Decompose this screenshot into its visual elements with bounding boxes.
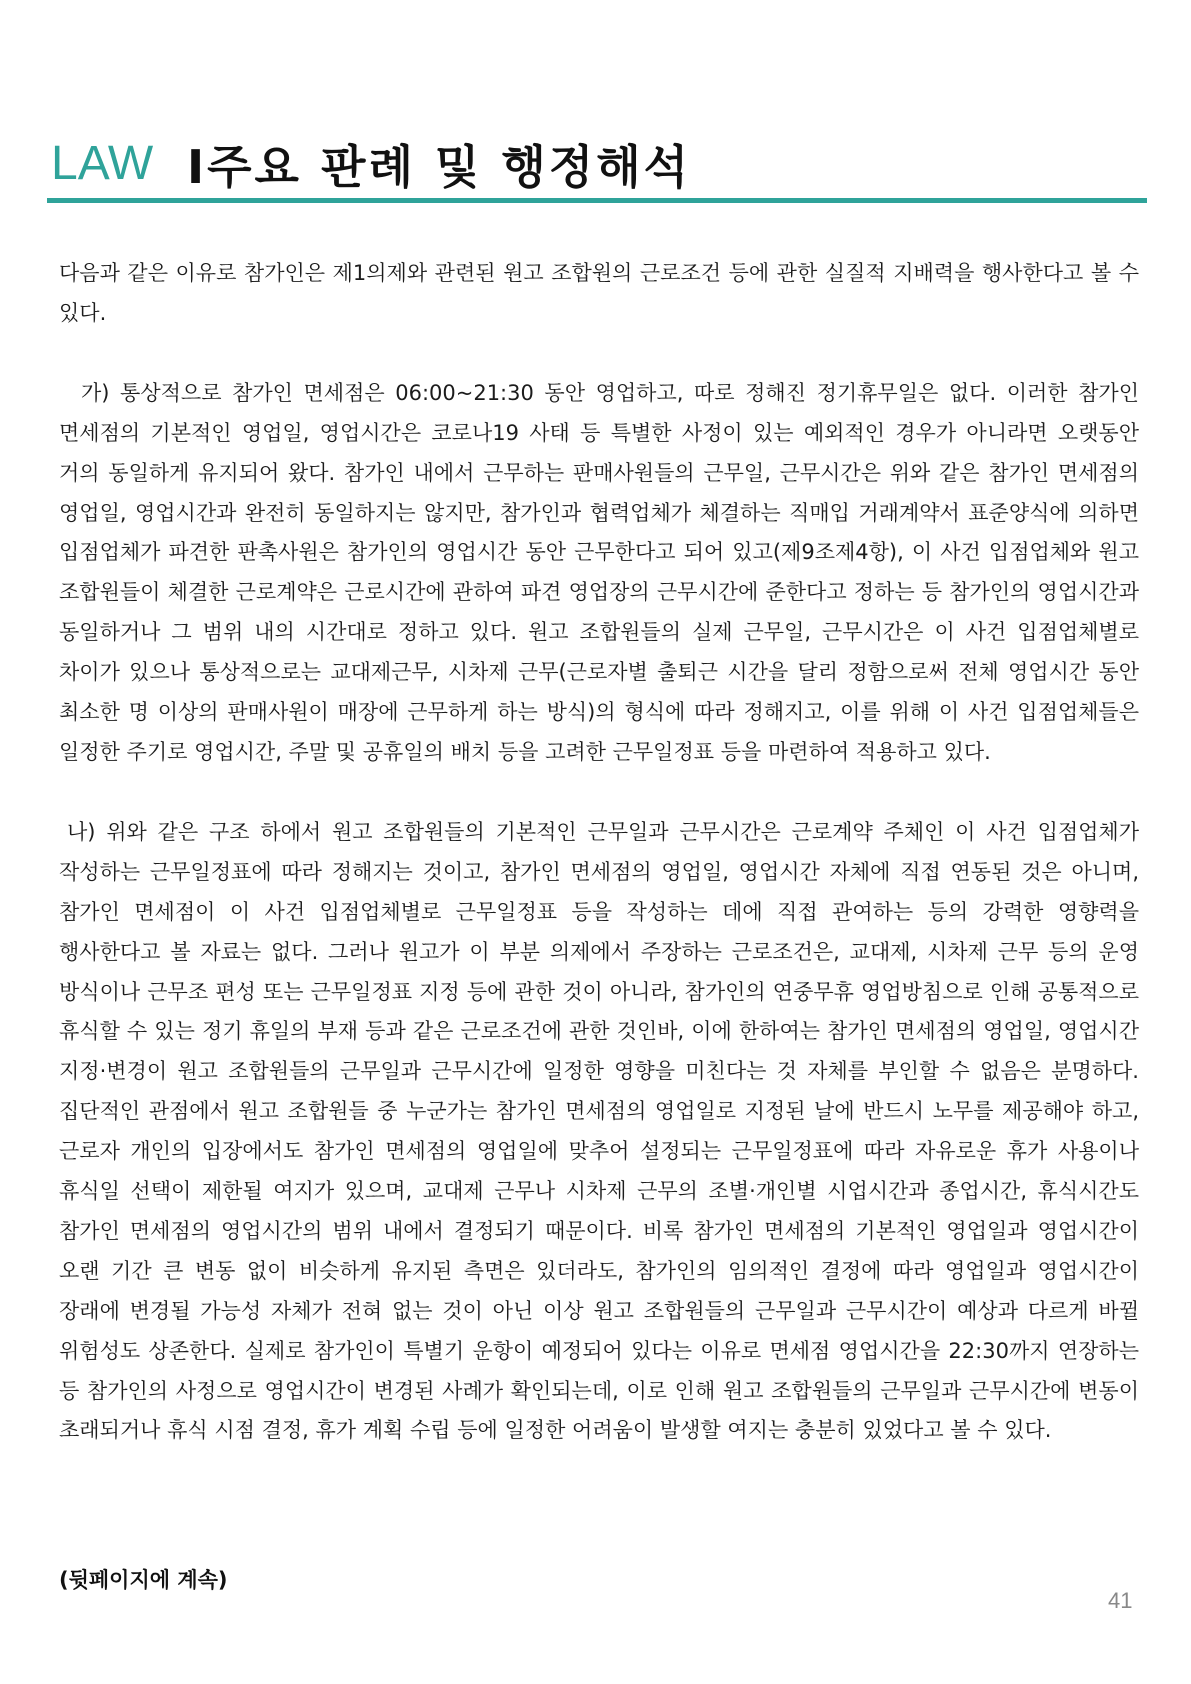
- continued-note: (뒷페이지에 계속): [59, 1568, 228, 1592]
- page-title: Ⅰ주요 판례 및 행정해석: [187, 140, 692, 194]
- section-tag: LAW: [51, 137, 154, 190]
- paragraph-spacer: [59, 334, 1139, 374]
- paragraph-ga: 가) 통상적으로 참가인 면세점은 06:00~21:30 동안 영업하고, 따로 정해진 정기휴무일은 없다. 이러한 참가인 면세점의 기본적인 영업일, 영업시간은 코로나19 사태 등 특별한 사정이 있는 예외적인 경우가 아니라면 오랫동안 거의 동일하게 유지되어 왔다. 참가인 내에서 근무하는 판매사원들의 근무일, 근무시간은 위와 같은 참가인 면세점의 영업일, 영업시간과 완전히 동일하지는 않지만, 참가인과 협력업체가 체결하는 직매입 거래계약서 표준양식에 의하면 입점업체가 파견한 판촉사원은 참가인의 영업시간 동안 근무한다고 되어 있고(제9조제4항), 이 사건 입점업체와 원고 조합원들이 체결한 근로계약은 근로시간에 관하여 파견 영업장의 근무시간에 준한다고 정하는 등 참가인의 영업시간과 동일하거나 그 범위 내의 시간대로 정하고 있다. 원고 조합원들의 실제 근무일, 근무시간은 이 사건 입점업체별로 차이가 있으나 통상적으로는 교대제근무, 시차제 근무(근로자별 출퇴근 시간을 달리 정함으로써 전체 영업시간 동안 최소한 명 이상의 판매사원이 매장에 근무하게 하는 방식)의 형식에 따라 정해지고, 이를 위해 이 사건 입점업체들은 일정한 주기로 영업시간, 주말 및 공휴일의 배치 등을 고려한 근무일정표 등을 마련하여 적용하고 있다.: [59, 380, 1139, 764]
- document-body: [59, 254, 1139, 1451]
- page-number: 41: [1108, 1588, 1133, 1613]
- paragraph-na: 나) 위와 같은 구조 하에서 원고 조합원들의 기본적인 근무일과 근무시간은 근로계약 주체인 이 사건 입점업체가 작성하는 근무일정표에 따라 정해지는 것이고, 참가인 면세점의 영업일, 영업시간 자체에 직접 연동된 것은 아니며, 참가인 면세점이 이 사건 입점업체별로 근무일정표 등을 작성하는 데에 직접 관여하는 등의 강력한 영향력을 행사한다고 볼 자료는 없다. 그러나 원고가 이 부분 의제에서 주장하는 근로조건은, 교대제, 시차제 근무 등의 운영 방식이나 근무조 편성 또는 근무일정표 지정 등에 관한 것이 아니라, 참가인의 연중무휴 영업방침으로 인해 공통적으로 휴식할 수 있는 정기 휴일의 부재 등과 같은 근로조건에 관한 것인바, 이에 한하여는 참가인 면세점의 영업일, 영업시간 지정·변경이 원고 조합원들의 근무일과 근무시간에 일정한 영향을 미친다는 것 자체를 부인할 수 없음은 분명하다. 집단적인 관점에서 원고 조합원들 중 누군가는 참가인 면세점의 영업일로 지정된 날에 반드시 노무를 제공해야 하고, 근로자 개인의 입장에서도 참가인 면세점의 영업일에 맞추어 설정되는 근무일정표에 따라 자유로운 휴가 사용이나 휴식일 선택이 제한될 여지가 있으며, 교대제 근무나 시차제 근무의 조별·개인별 시업시간과 종업시간, 휴식시간도 참가인 면세점의 영업시간의 범위 내에서 결정되기 때문이다. 비록 참가인 면세점의 기본적인 영업일과 영업시간이 오랜 기간 큰 변동 없이 비슷하게 유지된 측면은 있더라도, 참가인의 임의적인 결정에 따라 영업일과 영업시간이 장래에 변경될 가능성 자체가 전혀 없는 것이 아닌 이상 원고 조합원들의 근무일과 근무시간이 예상과 다르게 바뀔 위험성도 상존한다. 실제로 참가인이 특별기 운항이 예정되어 있다는 이유로 면세점 영업시간을 22:30까지 연장하는 등 참가인의 사정으로 영업시간이 변경된 사례가 확인되는데, 이로 인해 원고 조합원들의 근무일과 근무시간에 변동이 초래되거나 휴식 시점 결정, 휴가 계획 수립 등에 일정한 어려움이 발생할 여지는 충분히 있었다고 볼 수 있다.: [59, 819, 1139, 1443]
- paragraph-intro: 다음과 같은 이유로 참가인은 제1의제와 관련된 원고 조합원의 근로조건 등에 관한 실질적 지배력을 행사한다고 볼 수 있다.: [59, 261, 1139, 325]
- header-divider: [47, 198, 1147, 203]
- paragraph-spacer: [59, 773, 1139, 813]
- page-header: [47, 128, 1147, 200]
